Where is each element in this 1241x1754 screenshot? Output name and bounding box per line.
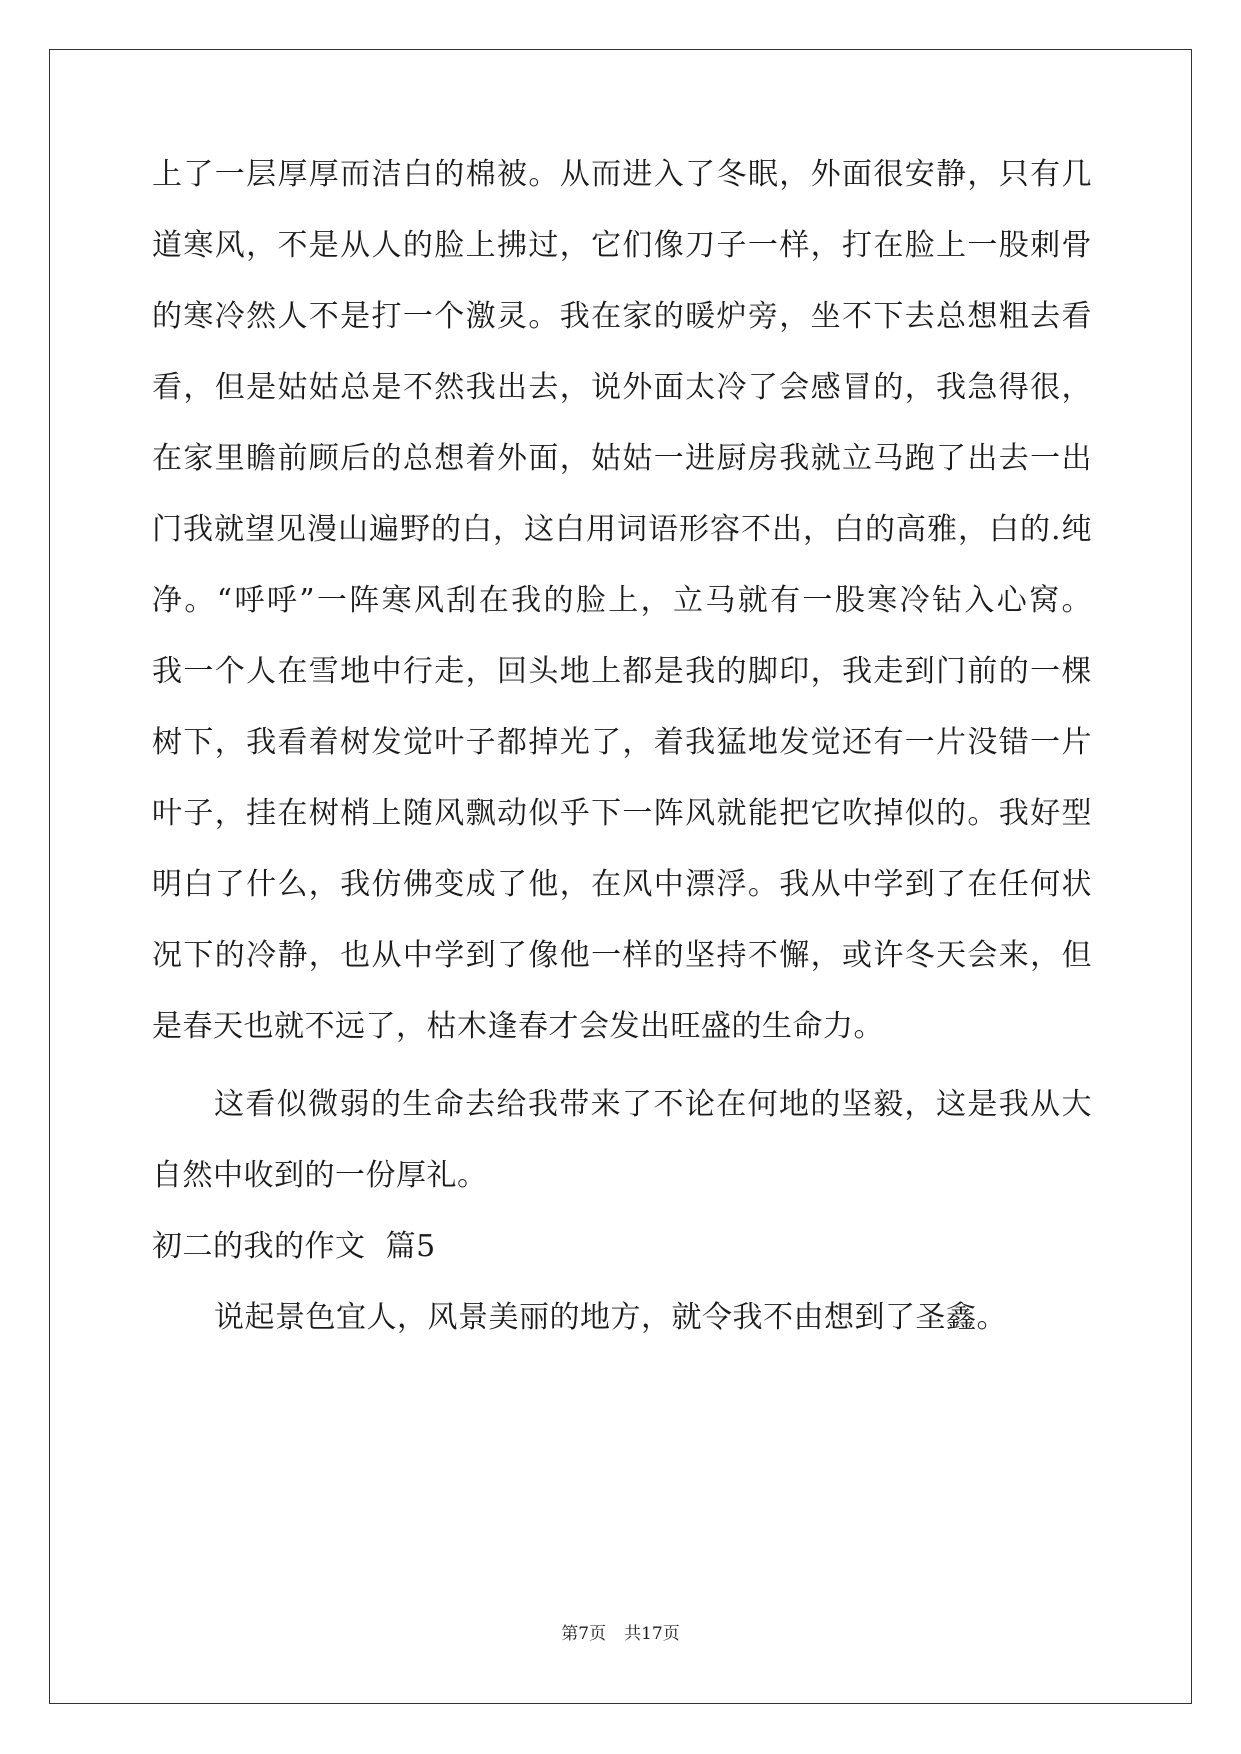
text-line: 叶子，挂在树梢上随风飘动似乎下一阵风就能把它吹掉似的。我好型: [152, 796, 1092, 831]
text-line: 上了一层厚厚而洁白的棉被。从而进入了冬眠，外面很安静，只有几: [152, 157, 1092, 192]
paragraph-line: 自然中收到的一份厚礼。: [152, 1158, 488, 1193]
text-line: 看，但是姑姑总是不然我出去，说外面太冷了会感冒的，我急得很，: [152, 370, 1092, 405]
text-line: 况下的冷静，也从中学到了像他一样的坚持不懈，或许冬天会来，但: [152, 938, 1092, 973]
text-line: 明白了什么，我仿佛变成了他，在风中漂浮。我从中学到了在任何状: [152, 867, 1092, 902]
page-number-total: 共17页: [624, 1624, 680, 1644]
section-heading: 初二的我的作文 篇5: [152, 1229, 436, 1264]
text-line: 是春天也就不远了，枯木逢春才会发出旺盛的生命力。: [152, 1009, 884, 1044]
page-number-current: 第7页: [561, 1624, 607, 1644]
page-footer: [0, 1622, 1241, 1646]
text-line: 我一个人在雪地中行走，回头地上都是我的脚印，我走到门前的一棵: [152, 654, 1092, 689]
paragraph-line: 说起景色宜人，风景美丽的地方，就令我不由想到了圣鑫。: [214, 1300, 1007, 1335]
text-line: 净。“呼呼”一阵寒风刮在我的脸上，立马就有一股寒冷钻入心窝。: [152, 583, 1092, 618]
paragraph-line: 这看似微弱的生命去给我带来了不论在何地的坚毅，这是我从大: [214, 1087, 1092, 1122]
text-line: 门我就望见漫山遍野的白，这白用词语形容不出，白的高雅，白的.纯: [152, 512, 1092, 547]
text-line: 在家里瞻前顾后的总想着外面，姑姑一进厨房我就立马跑了出去一出: [152, 441, 1092, 476]
text-line: 道寒风，不是从人的脸上拂过，它们像刀子一样，打在脸上一股刺骨: [152, 228, 1092, 263]
text-line: 的寒冷然人不是打一个激灵。我在家的暖炉旁，坐不下去总想粗去看: [152, 299, 1092, 334]
text-line: 树下，我看着树发觉叶子都掉光了，着我猛地发觉还有一片没错一片: [152, 725, 1092, 760]
